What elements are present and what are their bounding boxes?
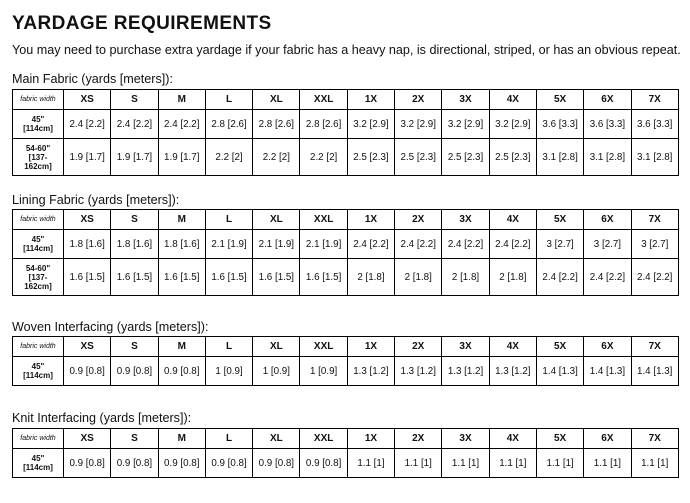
yardage-cell: 1.1 [1]	[631, 449, 678, 478]
yardage-cell: 2.5 [2.3]	[489, 139, 536, 176]
size-header: XXL	[300, 337, 347, 357]
table-header-row	[13, 210, 679, 230]
size-header: 5X	[536, 90, 583, 110]
yardage-cell: 1 [0.9]	[205, 357, 252, 386]
yardage-cell: 2.4 [2.2]	[631, 259, 678, 296]
table-header-row	[13, 337, 679, 357]
fabric-width-label	[13, 139, 64, 176]
size-header: 7X	[631, 337, 678, 357]
yardage-cell: 3 [2.7]	[536, 230, 583, 259]
size-header: 6X	[584, 90, 631, 110]
fabric-width-header: fabric width	[13, 90, 64, 110]
fabric-width-line: 162cm]	[24, 161, 52, 171]
yardage-cell: 3.6 [3.3]	[536, 110, 583, 139]
section-label: Lining Fabric (yards [meters]):	[12, 193, 180, 207]
yardage-cell: 0.9 [0.8]	[64, 357, 111, 386]
size-header: 3X	[442, 429, 489, 449]
fabric-width-label	[13, 259, 64, 296]
fabric-width-header: fabric width	[13, 429, 64, 449]
yardage-cell: 2.4 [2.2]	[536, 259, 583, 296]
yardage-cell: 1.6 [1.5]	[300, 259, 347, 296]
size-header: S	[111, 429, 158, 449]
yardage-cell: 1.8 [1.6]	[158, 230, 205, 259]
size-header: 4X	[489, 337, 536, 357]
yardage-cell: 3.6 [3.3]	[584, 110, 631, 139]
yardage-cell: 2.5 [2.3]	[442, 139, 489, 176]
yardage-cell: 1.8 [1.6]	[111, 230, 158, 259]
yardage-cell: 1.6 [1.5]	[111, 259, 158, 296]
yardage-cell: 1.3 [1.2]	[442, 357, 489, 386]
size-header: 2X	[395, 210, 442, 230]
yardage-cell: 2.2 [2]	[253, 139, 300, 176]
size-header: XS	[64, 90, 111, 110]
yardage-cell: 0.9 [0.8]	[111, 357, 158, 386]
fabric-width-line: [114cm]	[23, 244, 53, 253]
size-header: XXL	[300, 210, 347, 230]
size-header: 2X	[395, 337, 442, 357]
yardage-cell: 1.1 [1]	[584, 449, 631, 478]
size-header: M	[158, 337, 205, 357]
yardage-cell: 0.9 [0.8]	[253, 449, 300, 478]
yardage-cell: 2.4 [2.2]	[489, 230, 536, 259]
fabric-width-label	[13, 230, 64, 259]
size-header: XL	[253, 337, 300, 357]
page-subtitle: You may need to purchase extra yardage if your fabric has a heavy nap, is directional, striped, or has an obvious repeat.	[12, 43, 681, 57]
yardage-cell: 1.9 [1.7]	[64, 139, 111, 176]
yardage-cell: 1.1 [1]	[442, 449, 489, 478]
size-header: 4X	[489, 90, 536, 110]
yardage-table	[12, 336, 679, 386]
size-header: XL	[253, 90, 300, 110]
yardage-cell: 0.9 [0.8]	[205, 449, 252, 478]
yardage-cell: 3.2 [2.9]	[347, 110, 394, 139]
table-header-row	[13, 90, 679, 110]
yardage-cell: 3.1 [2.8]	[631, 139, 678, 176]
table-row	[13, 259, 679, 296]
yardage-cell: 1 [0.9]	[300, 357, 347, 386]
table-row	[13, 449, 679, 478]
yardage-cell: 2 [1.8]	[347, 259, 394, 296]
size-header: XXL	[300, 90, 347, 110]
yardage-cell: 1.3 [1.2]	[395, 357, 442, 386]
size-header: 1X	[347, 337, 394, 357]
yardage-cell: 1.1 [1]	[347, 449, 394, 478]
size-header: 6X	[584, 210, 631, 230]
section-label: Woven Interfacing (yards [meters]):	[12, 320, 209, 334]
yardage-cell: 3 [2.7]	[584, 230, 631, 259]
yardage-cell: 1.3 [1.2]	[489, 357, 536, 386]
yardage-cell: 2.4 [2.2]	[584, 259, 631, 296]
size-header: 7X	[631, 210, 678, 230]
fabric-width-label	[13, 110, 64, 139]
size-header: 5X	[536, 429, 583, 449]
size-header: XS	[64, 337, 111, 357]
yardage-cell: 3.1 [2.8]	[536, 139, 583, 176]
yardage-cell: 2 [1.8]	[395, 259, 442, 296]
yardage-cell: 0.9 [0.8]	[64, 449, 111, 478]
fabric-width-line: 162cm]	[24, 281, 52, 291]
size-header: 7X	[631, 90, 678, 110]
yardage-cell: 2.4 [2.2]	[442, 230, 489, 259]
table-row	[13, 357, 679, 386]
yardage-cell: 1.4 [1.3]	[584, 357, 631, 386]
yardage-cell: 3.1 [2.8]	[584, 139, 631, 176]
yardage-cell: 2 [1.8]	[489, 259, 536, 296]
yardage-cell: 1.6 [1.5]	[158, 259, 205, 296]
size-header: S	[111, 210, 158, 230]
yardage-cell: 2.1 [1.9]	[300, 230, 347, 259]
size-header: M	[158, 429, 205, 449]
yardage-cell: 2.5 [2.3]	[347, 139, 394, 176]
fabric-width-line: 45"	[31, 235, 45, 244]
size-header: 6X	[584, 337, 631, 357]
size-header: 5X	[536, 337, 583, 357]
table-header-row	[13, 429, 679, 449]
yardage-cell: 1.1 [1]	[536, 449, 583, 478]
size-header: 1X	[347, 90, 394, 110]
size-header: L	[205, 429, 252, 449]
yardage-table	[12, 89, 679, 176]
yardage-cell: 0.9 [0.8]	[111, 449, 158, 478]
size-header: XS	[64, 429, 111, 449]
yardage-cell: 0.9 [0.8]	[158, 449, 205, 478]
yardage-cell: 1.6 [1.5]	[253, 259, 300, 296]
fabric-width-header: fabric width	[13, 337, 64, 357]
size-header: 6X	[584, 429, 631, 449]
yardage-cell: 0.9 [0.8]	[300, 449, 347, 478]
yardage-cell: 2.1 [1.9]	[253, 230, 300, 259]
yardage-cell: 1 [0.9]	[253, 357, 300, 386]
size-header: 5X	[536, 210, 583, 230]
size-header: XL	[253, 429, 300, 449]
yardage-table	[12, 428, 679, 478]
size-header: S	[111, 337, 158, 357]
fabric-width-line: 54-60"	[25, 263, 51, 273]
size-header: 3X	[442, 337, 489, 357]
table-row	[13, 110, 679, 139]
yardage-cell: 2.4 [2.2]	[111, 110, 158, 139]
size-header: XXL	[300, 429, 347, 449]
yardage-cell: 2.1 [1.9]	[205, 230, 252, 259]
fabric-width-line: 54-60"	[25, 143, 51, 153]
yardage-cell: 1.1 [1]	[395, 449, 442, 478]
size-header: L	[205, 90, 252, 110]
size-header: XS	[64, 210, 111, 230]
size-header: L	[205, 210, 252, 230]
size-header: XL	[253, 210, 300, 230]
yardage-table	[12, 209, 679, 296]
yardage-cell: 1.6 [1.5]	[64, 259, 111, 296]
yardage-cell: 1.9 [1.7]	[111, 139, 158, 176]
yardage-cell: 1.6 [1.5]	[205, 259, 252, 296]
yardage-cell: 3.6 [3.3]	[631, 110, 678, 139]
size-header: 7X	[631, 429, 678, 449]
fabric-width-line: 45"	[31, 454, 45, 463]
table-row	[13, 139, 679, 176]
yardage-cell: 2.8 [2.6]	[253, 110, 300, 139]
fabric-width-header: fabric width	[13, 210, 64, 230]
yardage-cell: 0.9 [0.8]	[158, 357, 205, 386]
size-header: M	[158, 210, 205, 230]
size-header: 1X	[347, 210, 394, 230]
size-header: 2X	[395, 429, 442, 449]
size-header: L	[205, 337, 252, 357]
yardage-cell: 2.8 [2.6]	[205, 110, 252, 139]
size-header: 3X	[442, 210, 489, 230]
yardage-cell: 1.3 [1.2]	[347, 357, 394, 386]
fabric-width-line: [114cm]	[23, 371, 53, 380]
fabric-width-line: 45"	[31, 362, 45, 371]
yardage-cell: 2 [1.8]	[442, 259, 489, 296]
yardage-cell: 2.2 [2]	[205, 139, 252, 176]
yardage-cell: 2.2 [2]	[300, 139, 347, 176]
table-row	[13, 230, 679, 259]
yardage-cell: 1.9 [1.7]	[158, 139, 205, 176]
yardage-cell: 2.8 [2.6]	[300, 110, 347, 139]
yardage-cell: 2.5 [2.3]	[395, 139, 442, 176]
yardage-cell: 3.2 [2.9]	[489, 110, 536, 139]
size-header: 3X	[442, 90, 489, 110]
yardage-cell: 2.4 [2.2]	[64, 110, 111, 139]
yardage-cell: 1.4 [1.3]	[536, 357, 583, 386]
fabric-width-line: [114cm]	[23, 463, 53, 472]
fabric-width-line: 45"	[31, 115, 45, 124]
yardage-cell: 2.4 [2.2]	[158, 110, 205, 139]
size-header: 1X	[347, 429, 394, 449]
yardage-cell: 2.4 [2.2]	[347, 230, 394, 259]
section-label: Knit Interfacing (yards [meters]):	[12, 411, 192, 425]
fabric-width-line: [137-	[28, 272, 48, 282]
size-header: 4X	[489, 429, 536, 449]
size-header: 2X	[395, 90, 442, 110]
fabric-width-label	[13, 449, 64, 478]
page-title: YARDAGE REQUIREMENTS	[12, 13, 272, 34]
fabric-width-line: [137-	[28, 152, 48, 162]
size-header: S	[111, 90, 158, 110]
yardage-cell: 1.1 [1]	[489, 449, 536, 478]
size-header: M	[158, 90, 205, 110]
yardage-cell: 3.2 [2.9]	[442, 110, 489, 139]
yardage-cell: 3 [2.7]	[631, 230, 678, 259]
fabric-width-label	[13, 357, 64, 386]
section-label: Main Fabric (yards [meters]):	[12, 72, 173, 86]
yardage-cell: 3.2 [2.9]	[395, 110, 442, 139]
size-header: 4X	[489, 210, 536, 230]
yardage-cell: 2.4 [2.2]	[395, 230, 442, 259]
fabric-width-line: [114cm]	[23, 124, 53, 133]
yardage-cell: 1.4 [1.3]	[631, 357, 678, 386]
yardage-cell: 1.8 [1.6]	[64, 230, 111, 259]
